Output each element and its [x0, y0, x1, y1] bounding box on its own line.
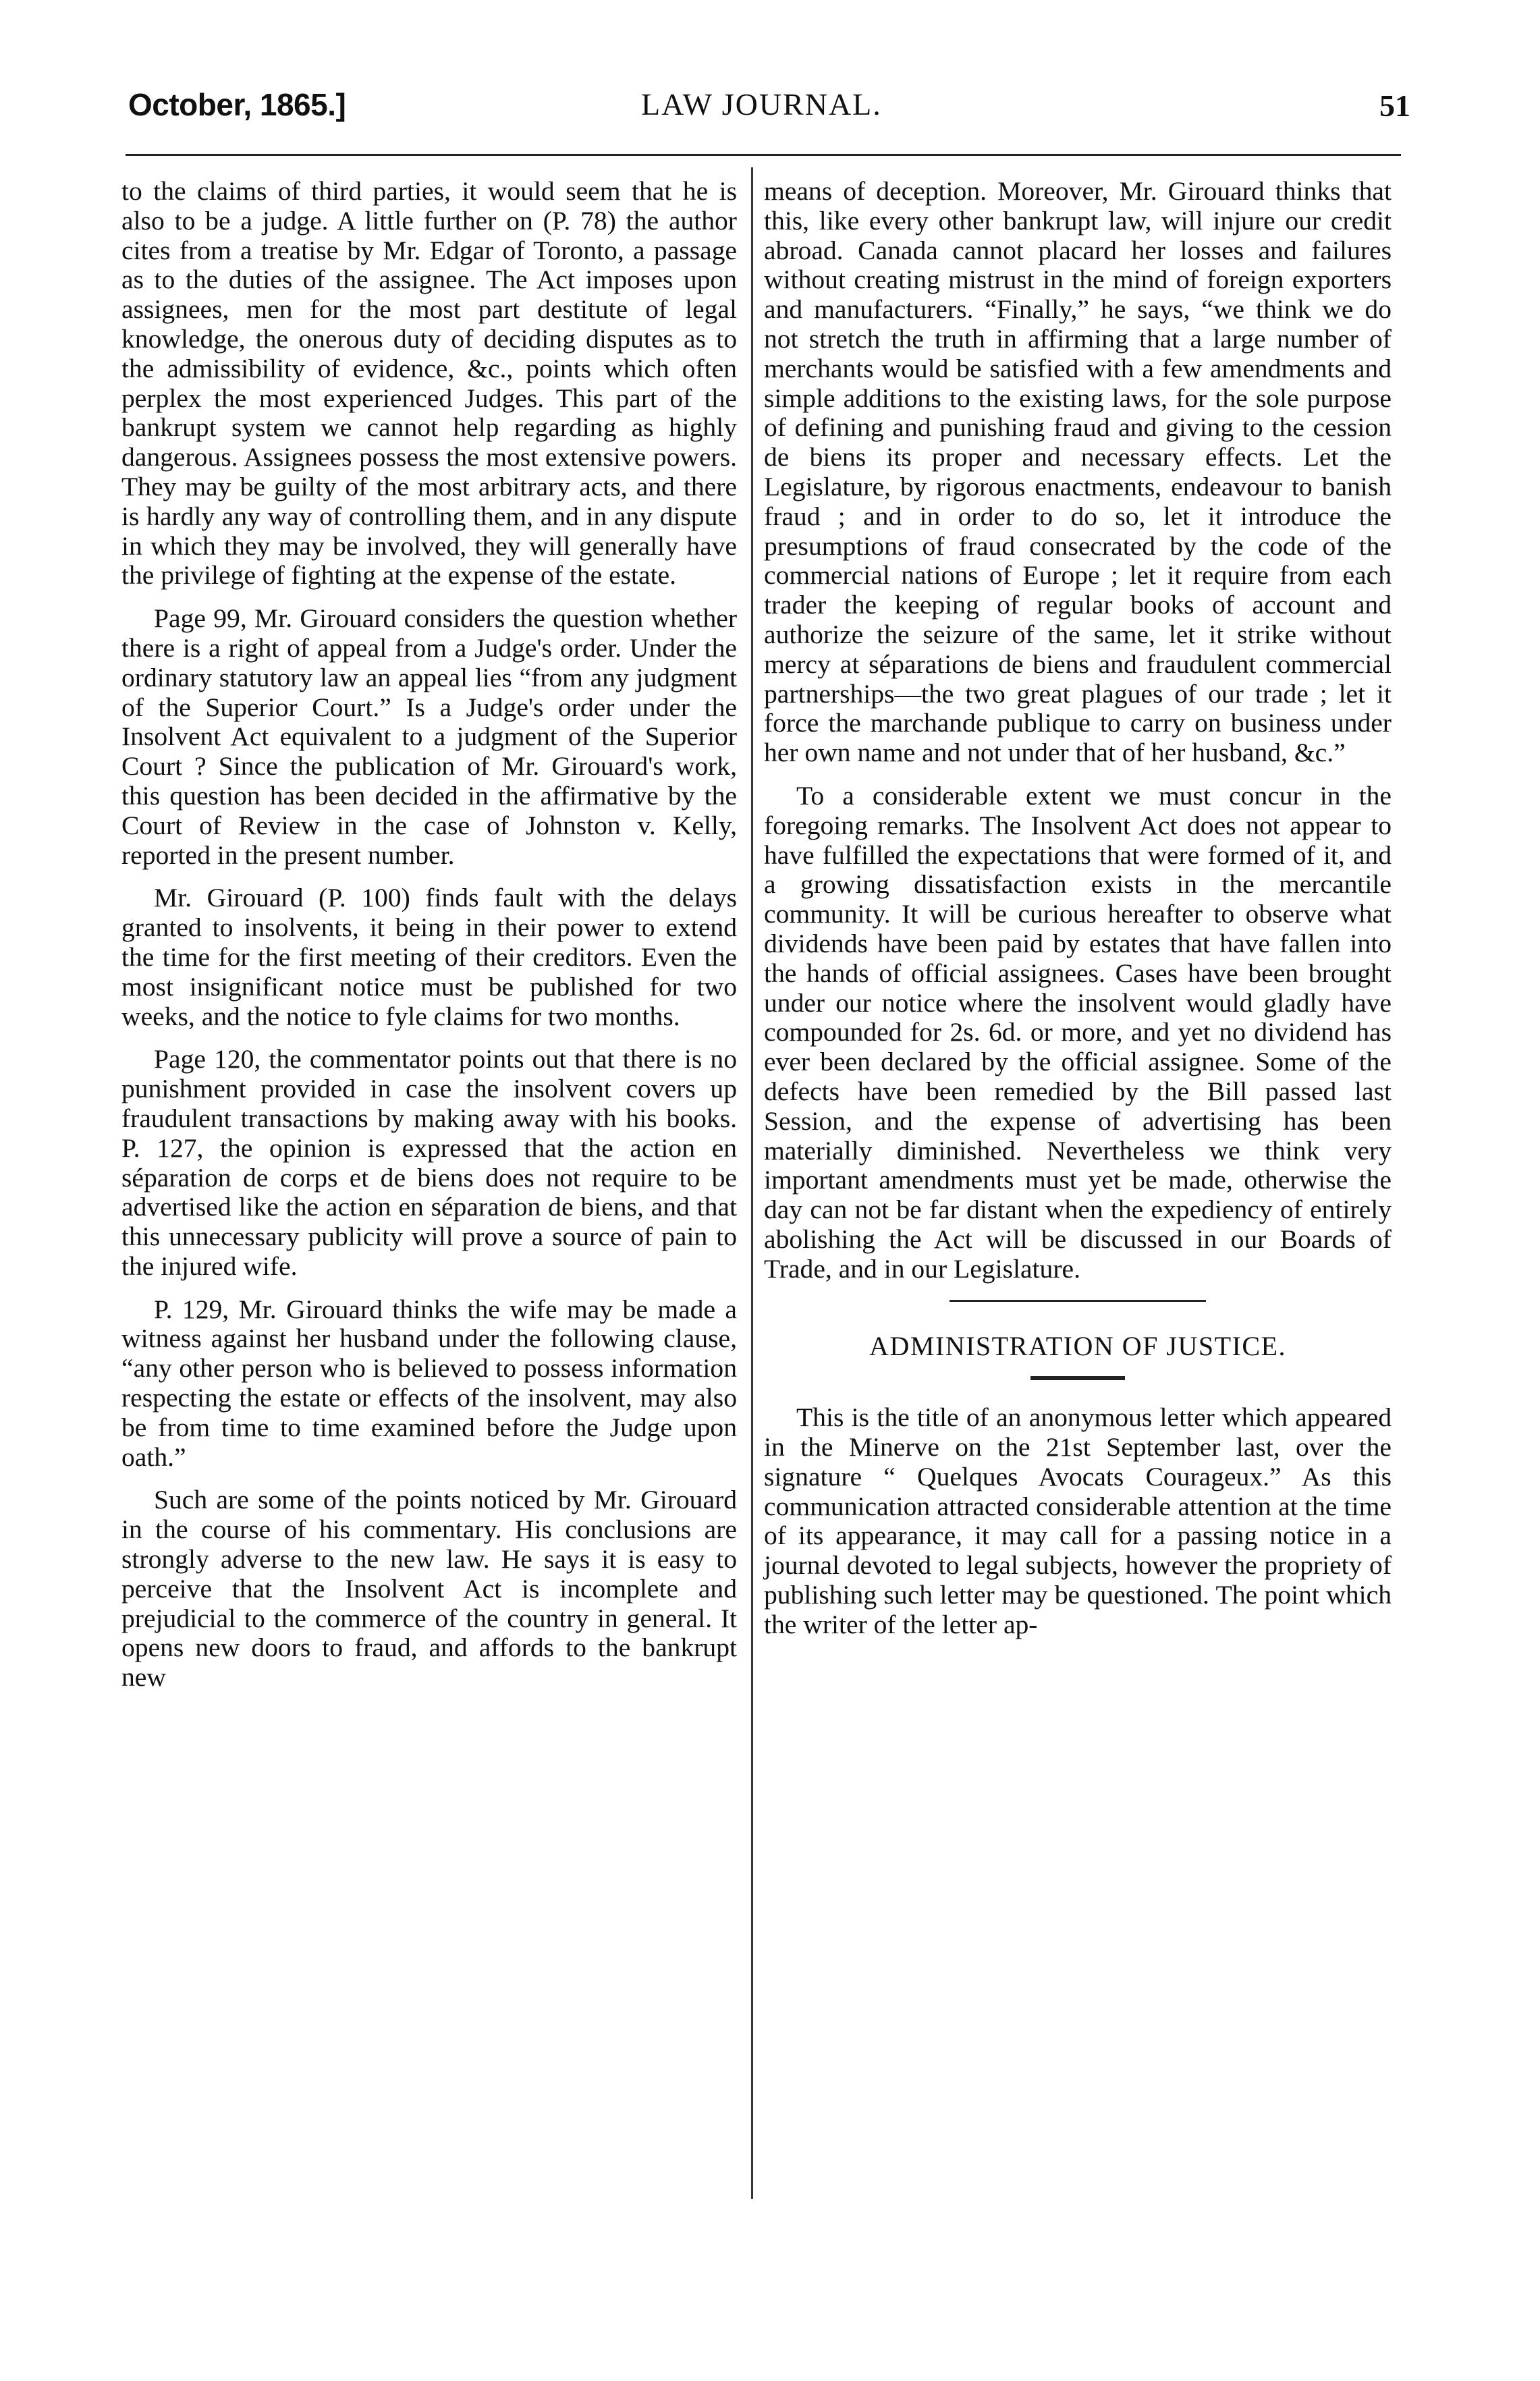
paragraph: Mr. Girouard (P. 100) finds fault with the delays granted to insolvents, it being in their power to extend the time for the first meeting of their creditors. Even the most insignificant notice must be published for two weeks, and the notice to fyle claims for two months.: [121, 883, 737, 1031]
right-column: [764, 177, 1392, 1640]
column-divider: [751, 167, 753, 2199]
paragraph: To a considerable extent we must concur in the foregoing remarks. The Insolvent Act does not appear to have fulfilled the expectations that were formed of it, and a growing dissatisfaction exists in the mercantile community. It will be curious hereafter to observe what dividends have been paid by estates that have fallen into the hands of official assignees. Cases have been brought under our notice where the insolvent would gladly have compounded for 2s. 6d. or more, and yet no dividend has ever been declared by the official assignee. Some of the defects have been remedied by the Bill passed last Session, and the expense of advertising has been materially diminished. Nevertheless we think very important amendments must yet be made, otherwise the day can not be far distant when the expediency of entirely abolishing the Act will be discussed in our Boards of Trade, and in our Legislature.: [764, 780, 1392, 1284]
paragraph: means of deception. Moreover, Mr. Girouard thinks that this, like every other bankrupt law, will injure our credit abroad. Canada cannot placard her losses and failures without creating mistrust in the mind of foreign exporters and manufacturers. “Finally,” he says, “we think we do not stretch the truth in affirming that a large number of merchants would be satisfied with a few amendments and simple additions to the existing laws, for the sole purpose of defining and punishing fraud and giving to the cession de biens its proper and necessary effects. Let the Legislature, by rigorous enactments, endeavour to banish fraud ; and in order to do so, let it introduce the presumptions of fraud consecrated by the code of the commercial nations of Europe ; let it require from each trader the keeping of regular books of account and authorize the seizure of the same, let it strike without mercy at séparations de biens and fraudulent commercial partnerships—the two great plagues of our trade ; let it force the marchande publique to carry on business under her own name and not under that of her husband, &c.”: [764, 176, 1392, 768]
paragraph: This is the title of an anonymous letter which appeared in the Minerve on the 21st September last, over the signature “ Quelques Avocats Courageux.” As this communication attracted considerable attention at the time of its appearance, it may call for a passing notice in a journal devoted to legal subjects, however the propriety of publishing such letter may be questioned. The point which the writer of the letter ap-: [764, 1402, 1392, 1639]
paragraph: P. 129, Mr. Girouard thinks the wife may be made a witness against her husband under the following clause, “any other person who is believed to possess information respecting the estate or effects of the insolvent, may also be from time to time examined before the Judge upon oath.”: [121, 1294, 737, 1472]
left-column: [121, 177, 737, 1693]
section-divider: [950, 1300, 1206, 1302]
header-date: October, 1865.]: [128, 87, 346, 122]
paragraph: Such are some of the points noticed by Mr. Girouard in the course of his commentary. His conclusions are strongly adverse to the new law. He says it is easy to perceive that the Insolvent Act is incomplete and prejudicial to the commerce of the country in general. It opens new doors to fraud, and affords to the bankrupt new: [121, 1485, 737, 1693]
paragraph: to the claims of third parties, it would seem that he is also to be a judge. A little further on (P. 78) the author cites from a treatise by Mr. Edgar of Toronto, a passage as to the duties of the assignee. The Act imposes upon assignees, men for the most part destitute of legal knowledge, the onerous duty of deciding disputes as to the admissibility of evidence, &c., points which often perplex the most experienced Judges. This part of the bankrupt system we cannot help regarding as highly dangerous. Assignees possess the most extensive powers. They may be guilty of the most arbitrary acts, and there is hardly any way of controlling them, and in any dispute in which they may be involved, they will generally have the privilege of fighting at the expense of the estate.: [121, 176, 737, 591]
page-header: [128, 86, 1410, 140]
paragraph: Page 120, the commentator points out that there is no punishment provided in case the insolvent covers up fraudulent transactions by making away with his books. P. 127, the opinion is expressed that the action en séparation de corps et de biens does not require to be advertised like the action en séparation de biens, and that this unnecessary publicity will prove a source of pain to the injured wife.: [121, 1044, 737, 1281]
header-rule: [126, 154, 1401, 156]
section-heading: ADMINISTRATION OF JUSTICE.: [869, 1331, 1286, 1362]
header-page-number: 51: [1379, 88, 1410, 123]
header-journal-title: LAW JOURNAL.: [641, 87, 882, 121]
heading-rule: [1030, 1376, 1125, 1380]
paragraph: Page 99, Mr. Girouard considers the question whether there is a right of appeal from a Judge's order. Under the ordinary statutory law an appeal lies “from any judgment of the Superior Court.” Is a Judge's order under the Insolvent Act equivalent to a judgment of the Superior Court ? Since the publication of Mr. Girouard's work, this question has been decided in the affirmative by the Court of Review in the case of Johnston v. Kelly, reported in the present number.: [121, 603, 737, 870]
